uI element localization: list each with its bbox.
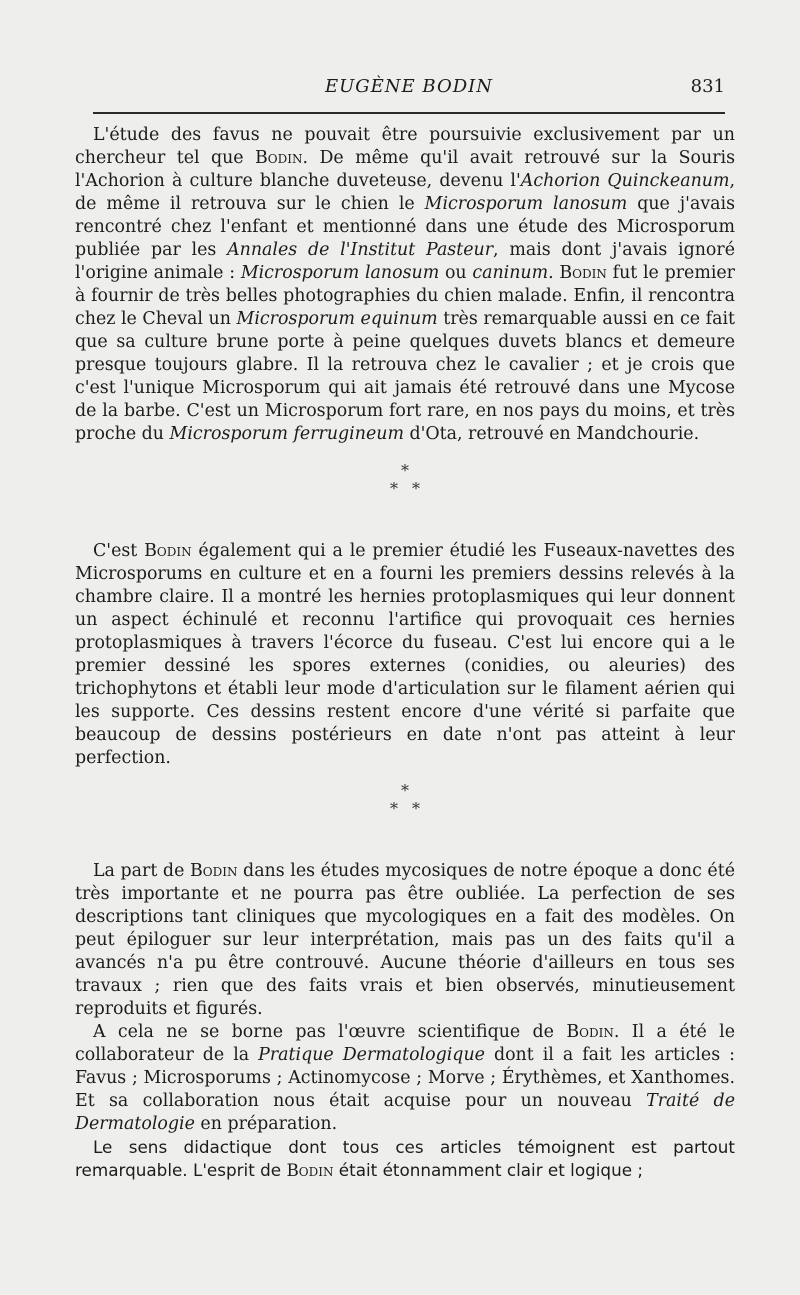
asterisk: * bbox=[401, 781, 409, 800]
journal-title: Annales de l'Institut Pasteur bbox=[227, 240, 494, 260]
paragraph-2: C'est Bodin également qui a le premier étudié les Fuseaux-navettes des Microsporums en culture et en a fourni les premiers dessins relevés à la chambre claire. Il a montré les hernies protoplasmiques qui leur donnent un aspect échinulé et reconnu l'artifice qui provoquait ces hernies protoplasmiques à travers l'écorce du fuseau. C'est lui encore qui a le premier dessiné les spores externes (conidies, ou aleuries) des trichophytons et établi leur mode d'articulation sur le filament aérien qui les supporte. Ces dessins restent encore d'une vérité si parfaite que beaucoup de dessins postérieurs en date n'ont pas atteint à leur perfection. bbox=[75, 541, 735, 768]
species-name: Microsporum ferrugineum bbox=[169, 424, 404, 444]
paragraph-4: A cela ne se borne pas l'œuvre scientifique de Bodin. Il a été le collaborateur de la Pratique Dermatologique dont il a fait les articles : Favus ; Microsporums ; Actinomycose ; Morve ; Érythèmes, et Xanthomes. Et sa collaboration nous était acquise pour un nouveau Traité de Dermatologie en préparation. bbox=[75, 1022, 735, 1134]
section-asterism bbox=[75, 782, 735, 818]
paragraph-3: La part de Bodin dans les études mycosiques de notre époque a donc été très importante et ne pourra pas être oubliée. La perfection de ses descriptions tant cliniques que mycologiques en a fait des modèles. On peut épiloguer sur leur interprétation, mais pas un des faits qu'il a avancés n'a pu être controuvé. Aucune théorie d'ailleurs en tous ses travaux ; rien que des faits vrais et bien observés, minutieusement reproduits et figurés. bbox=[75, 861, 735, 1019]
page-header bbox=[93, 76, 725, 106]
page-number: 831 bbox=[690, 76, 725, 97]
author-name: Bodin bbox=[255, 148, 303, 168]
species-name: caninum bbox=[472, 263, 549, 283]
asterisk: * bbox=[412, 799, 434, 818]
asterisk: * bbox=[390, 479, 412, 498]
author-name: Bodin bbox=[566, 1022, 614, 1042]
book-title: Traité de Dermatologie bbox=[75, 1091, 735, 1134]
author-name: Bodin bbox=[189, 861, 238, 881]
species-name: Microsporum equinum bbox=[236, 309, 438, 329]
body-text bbox=[75, 124, 735, 1182]
header-rule bbox=[93, 112, 725, 114]
asterisk: * bbox=[401, 461, 409, 480]
running-title: EUGÈNE BODIN bbox=[324, 76, 494, 97]
asterisk: * bbox=[390, 799, 412, 818]
section-asterism bbox=[75, 462, 735, 498]
species-name: Microsporum lanosum bbox=[424, 194, 628, 214]
author-name: Bodin bbox=[559, 263, 607, 283]
paragraph-5: Le sens didactique dont tous ces articles témoignent est partout remarquable. L'esprit de Bodin était étonnamment clair et logique ; bbox=[75, 1137, 735, 1180]
book-title: Pratique Dermatologique bbox=[258, 1045, 485, 1065]
paragraph-1: L'étude des favus ne pouvait être poursuivie exclusivement par un chercheur tel que Bodin. De même qu'il avait retrouvé sur la Souris l'Achorion à culture blanche duveteuse, devenu l'Achorion Quinckeanum, de même il retrouva sur le chien le Microsporum lanosum que j'avais rencontré chez l'enfant et mentionné dans une étude des Microsporum publiée par les Annales de l'Institut Pasteur, mais dont j'avais ignoré l'origine animale : Microsporum lanosum ou caninum. Bodin fut le premier à fournir de très belles photographies du chien malade. Enfin, il rencontra chez le Cheval un Microsporum equinum très remarquable aussi en ce fait que sa culture brune porte à peine quelques duvets blancs et demeure presque toujours glabre. Il la retrouva chez le cavalier ; et je crois que c'est l'unique Microsporum qui ait jamais été retrouvé dans une Mycose de la barbe. C'est un Microsporum fort rare, en nos pays du moins, et très proche du Microsporum ferrugineum d'Ota, retrouvé en Mandchourie. bbox=[75, 125, 736, 444]
author-name: Bodin bbox=[144, 541, 192, 561]
asterisk: * bbox=[412, 479, 434, 498]
species-name: Achorion Quinckeanum bbox=[520, 171, 730, 191]
author-name: Bodin bbox=[286, 1160, 334, 1180]
species-name: Microsporum lanosum bbox=[240, 263, 440, 283]
